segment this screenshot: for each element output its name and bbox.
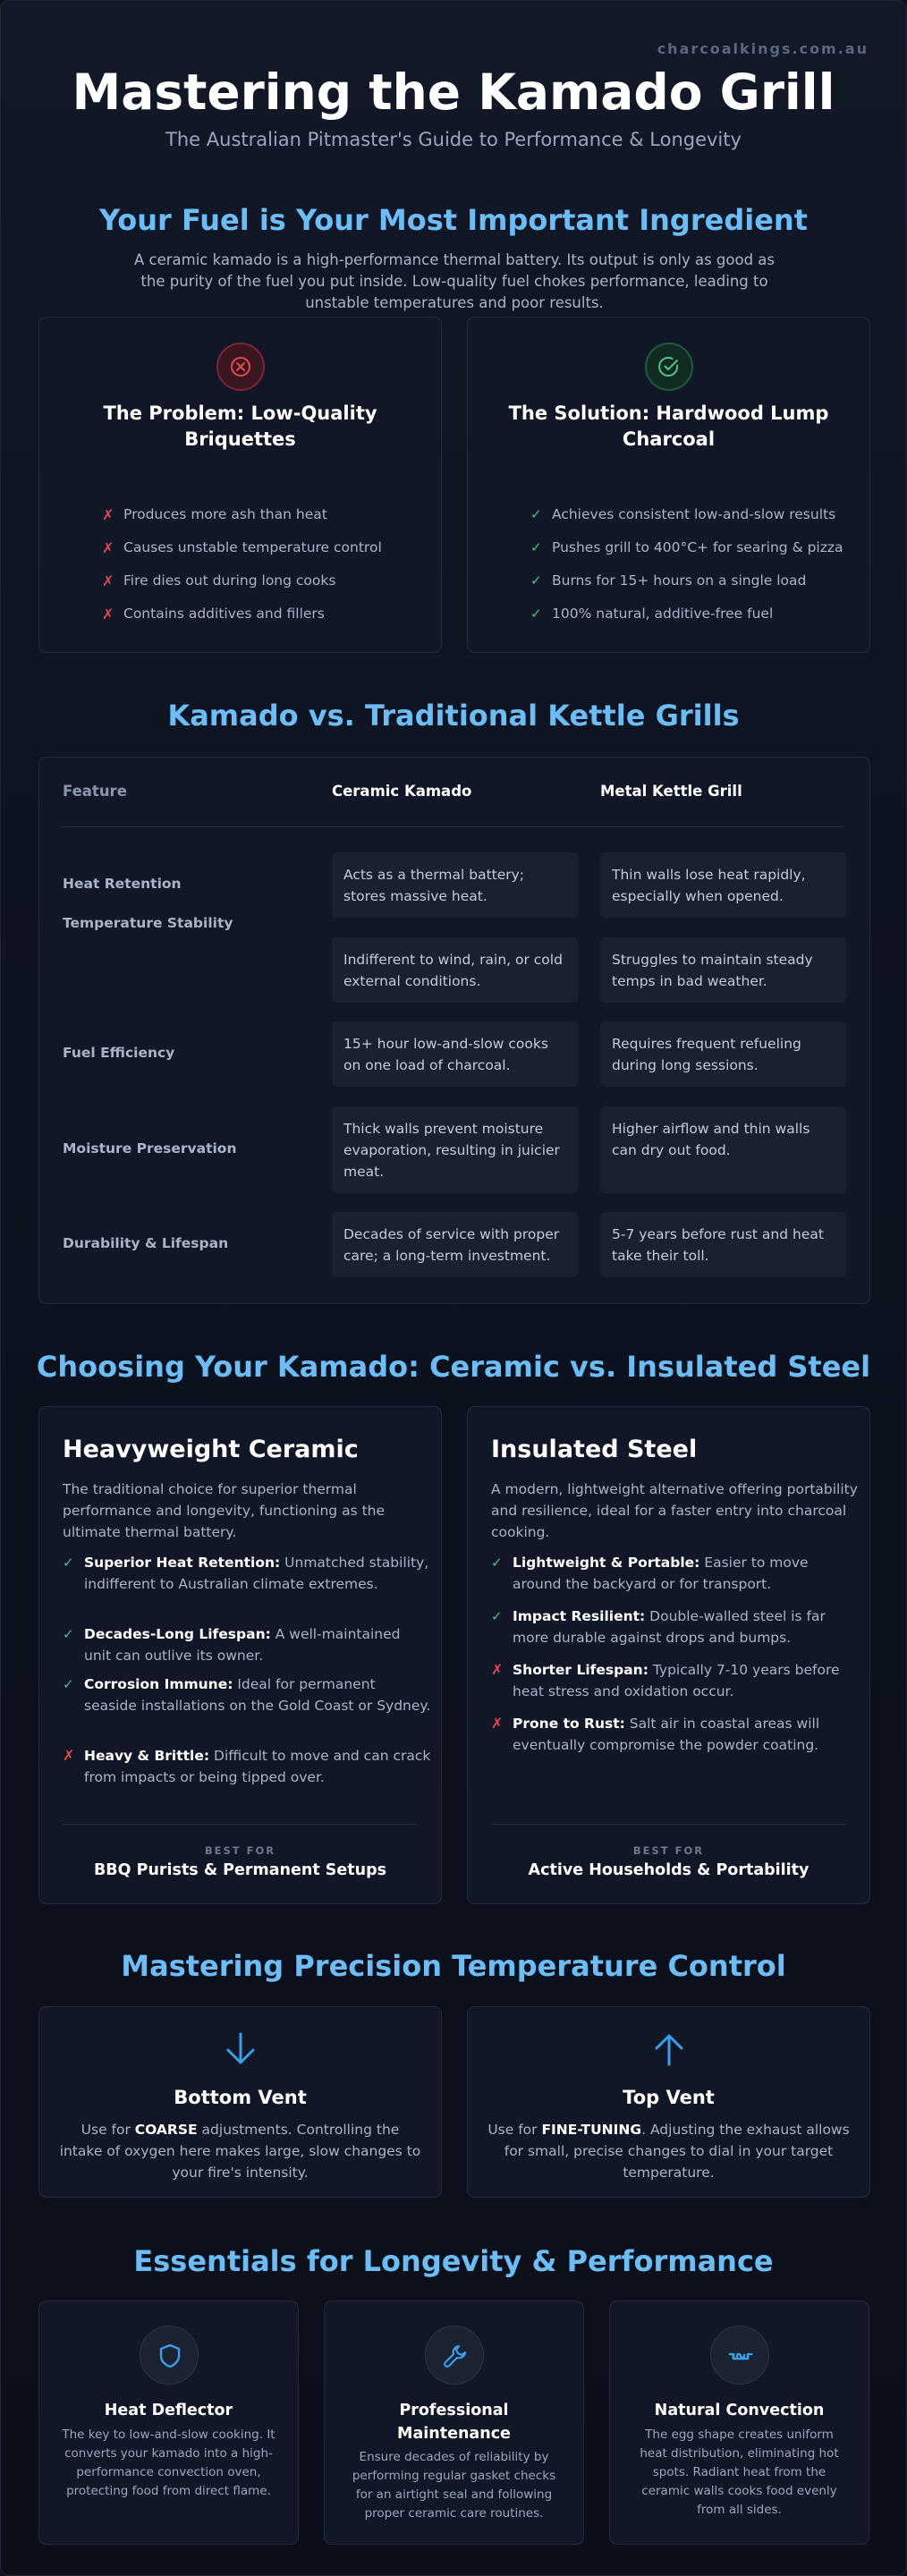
x-mark-icon: ✗	[491, 1715, 504, 1732]
list-item: ✓ Burns for 15+ hours on a single load	[530, 572, 807, 589]
list-item: ✗ Shorter Lifespan: Typically 7-10 years before heat stress and oxidation occur.	[491, 1661, 840, 1699]
site-domain: charcoalkings.com.au	[657, 40, 869, 57]
check-mark-icon: ✓	[530, 606, 542, 622]
steel-title: Insulated Steel	[491, 1436, 698, 1463]
kamado-cell: Indifferent to wind, rain, or cold external conditions.	[332, 937, 578, 1003]
list-item: ✗ Produces more ash than heat	[102, 506, 327, 523]
row-feature-4: Moisture Preservation	[63, 1140, 237, 1157]
steel-card	[467, 1406, 870, 1904]
temp-heading: Mastering Precision Temperature Control	[121, 1949, 786, 1983]
table-header-feature: Feature	[63, 783, 127, 800]
kamado-cell: 15+ hour low-and-slow cooks on one load of charcoal.	[332, 1021, 578, 1087]
card-title: Natural Convection	[654, 2402, 825, 2419]
list-item: ✓ Impact Resilient: Double-walled steel is far more durable against drops and bumps.	[491, 1606, 860, 1648]
fuel-intro: A ceramic kamado is a high-performance thermal battery. Its output is only as good as the purity of the fuel you put inside. Low-quality fuel chokes performance, leading to unstable temperatures and poor results.	[133, 251, 776, 311]
table-header-kamado: Ceramic Kamado	[332, 783, 472, 800]
list-item: ✓ Lightweight & Portable: Easier to move around the backyard or for transport.	[491, 1552, 860, 1595]
best-for-label: BEST FOR	[632, 1844, 705, 1857]
top-vent-title: Top Vent	[623, 2087, 715, 2108]
choose-heading: Choosing Your Kamado: Ceramic vs. Insulated Steel	[36, 1350, 871, 1384]
check-mark-icon: ✓	[530, 572, 542, 589]
check-circle-icon	[645, 343, 693, 391]
list-item: ✓ Pushes grill to 400°C+ for searing & pizza	[530, 539, 843, 555]
kamado-cell: Decades of service with proper care; a long-term investment.	[332, 1212, 578, 1277]
list-item: ✓ Superior Heat Retention: Unmatched stability, indifferent to Australian climate extremes.	[63, 1552, 431, 1595]
row-feature: Heat Retention	[63, 876, 182, 892]
bottom-vent-text: Use for COARSE adjustments. Controlling the intake of oxygen here makes large, slow changes to your fire's intensity.	[59, 2122, 421, 2181]
card-title: Heat Deflector	[104, 2402, 233, 2419]
table-header-kettle: Metal Kettle Grill	[600, 783, 742, 800]
row-feature-2: Temperature Stability	[63, 915, 233, 931]
solution-card	[467, 317, 870, 653]
check-mark-icon: ✓	[63, 1626, 74, 1642]
problem-title: The Problem: Low-Quality Briquettes	[103, 402, 377, 450]
card-text: The key to low-and-slow cooking. It converts your kamado into a high-performance convection oven, protecting food from direct flame.	[62, 2428, 275, 2498]
x-mark-icon: ✗	[102, 572, 114, 589]
problem-list	[102, 506, 423, 639]
list-item: ✗ Heavy & Brittle: Difficult to move and can crack from impacts or being tipped over.	[63, 1747, 431, 1785]
list-item: ✓ Decades-Long Lifespan: A well-maintained unit can outlive its owner.	[63, 1623, 431, 1666]
wrench-icon	[425, 2326, 484, 2385]
page-title: Mastering the Kamado Grill	[72, 64, 835, 121]
fuel-heading: Your Fuel is Your Most Important Ingredient	[99, 203, 808, 237]
solution-list	[530, 506, 852, 639]
ceramic-desc: The traditional choice for superior thermal performance and longevity, functioning as the ultimate thermal battery.	[63, 1481, 386, 1540]
check-mark-icon: ✓	[63, 1555, 74, 1571]
kamado-cell: Acts as a thermal battery; stores massive heat.	[332, 852, 578, 918]
top-vent-text: Use for FINE-TUNING. Adjusting the exhaust allows for small, precise changes to dial in your target temperature.	[487, 2122, 850, 2181]
check-mark-icon: ✓	[530, 506, 542, 522]
maintenance-card	[324, 2301, 584, 2545]
list-item: ✗ Contains additives and fillers	[102, 606, 325, 623]
best-for-value: BBQ Purists & Permanent Setups	[93, 1861, 387, 1879]
problem-card	[38, 317, 442, 653]
card-text: The egg shape creates uniform heat distribution, eliminating hot spots. Radiant heat from the ceramic walls cooks food evenly from all sides.	[640, 2428, 839, 2517]
row-feature-5: Durability & Lifespan	[63, 1235, 229, 1251]
convection-card	[609, 2301, 869, 2545]
kettle-cell: Thin walls lose heat rapidly, especially when opened.	[600, 852, 846, 918]
kettle-cell: 5-7 years before rust and heat take their toll.	[600, 1212, 846, 1277]
x-circle-icon	[216, 343, 265, 391]
steel-desc: A modern, lightweight alternative offering portability and resilience, ideal for a faster entry into charcoal cooking.	[491, 1481, 858, 1540]
best-for-label: BEST FOR	[204, 1844, 276, 1857]
card-divider	[491, 1824, 846, 1825]
ceramic-card	[38, 1406, 442, 1904]
kamado-cell: Thick walls prevent moisture evaporation, resulting in juicier meat.	[332, 1106, 578, 1193]
x-mark-icon: ✗	[102, 606, 114, 623]
check-mark-icon: ✓	[491, 1555, 503, 1571]
list-item: ✗ Causes unstable temperature control	[102, 539, 382, 556]
card-title: Professional Maintenance	[397, 2402, 511, 2443]
solution-title: The Solution: Hardwood Lump Charcoal	[508, 402, 829, 450]
essentials-heading: Essentials for Longevity & Performance	[133, 2244, 774, 2278]
bottom-vent-card	[38, 2006, 442, 2198]
list-item: ✓ 100% natural, additive-free fuel	[530, 606, 774, 622]
list-item: ✗ Fire dies out during long cooks	[102, 572, 336, 589]
card-divider	[63, 1824, 418, 1825]
row-feature-3: Fuel Efficiency	[63, 1045, 175, 1061]
card-text: Ensure decades of reliability by performing regular gasket checks for an airtight seal and following proper ceramic care routines.	[352, 2450, 556, 2521]
ceramic-title: Heavyweight Ceramic	[63, 1436, 359, 1463]
list-item: ✓ Corrosion Immune: Ideal for permanent seaside installations on the Gold Coast or Sydney.	[63, 1674, 431, 1716]
list-item: ✓ Achieves consistent low-and-slow results	[530, 506, 836, 522]
arrow-down-icon	[223, 2030, 259, 2068]
check-mark-icon: ✓	[530, 539, 542, 555]
table-divider	[62, 826, 844, 827]
wave-icon	[710, 2326, 769, 2385]
arrow-up-icon	[651, 2030, 687, 2068]
list-item: ✗ Prone to Rust: Salt air in coastal areas will eventually compromise the powder coating.	[491, 1715, 820, 1753]
heat-deflector-card	[38, 2301, 299, 2545]
kettle-cell: Struggles to maintain steady temps in bad weather.	[600, 937, 846, 1003]
kettle-cell: Higher airflow and thin walls can dry out food.	[600, 1106, 846, 1193]
check-mark-icon: ✓	[63, 1676, 74, 1692]
x-mark-icon: ✗	[102, 506, 114, 523]
x-mark-icon: ✗	[102, 539, 114, 556]
check-mark-icon: ✓	[491, 1608, 503, 1624]
kettle-cell: Requires frequent refueling during long sessions.	[600, 1021, 846, 1087]
compare-heading: Kamado vs. Traditional Kettle Grills	[167, 699, 740, 733]
page-subtitle: The Australian Pitmaster's Guide to Performance & Longevity	[165, 129, 742, 150]
bottom-vent-title: Bottom Vent	[174, 2087, 307, 2108]
shield-icon	[140, 2326, 199, 2385]
x-mark-icon: ✗	[63, 1747, 75, 1764]
best-for-value: Active Households & Portability	[528, 1861, 810, 1879]
top-vent-card	[467, 2006, 870, 2198]
x-mark-icon: ✗	[491, 1661, 504, 1678]
